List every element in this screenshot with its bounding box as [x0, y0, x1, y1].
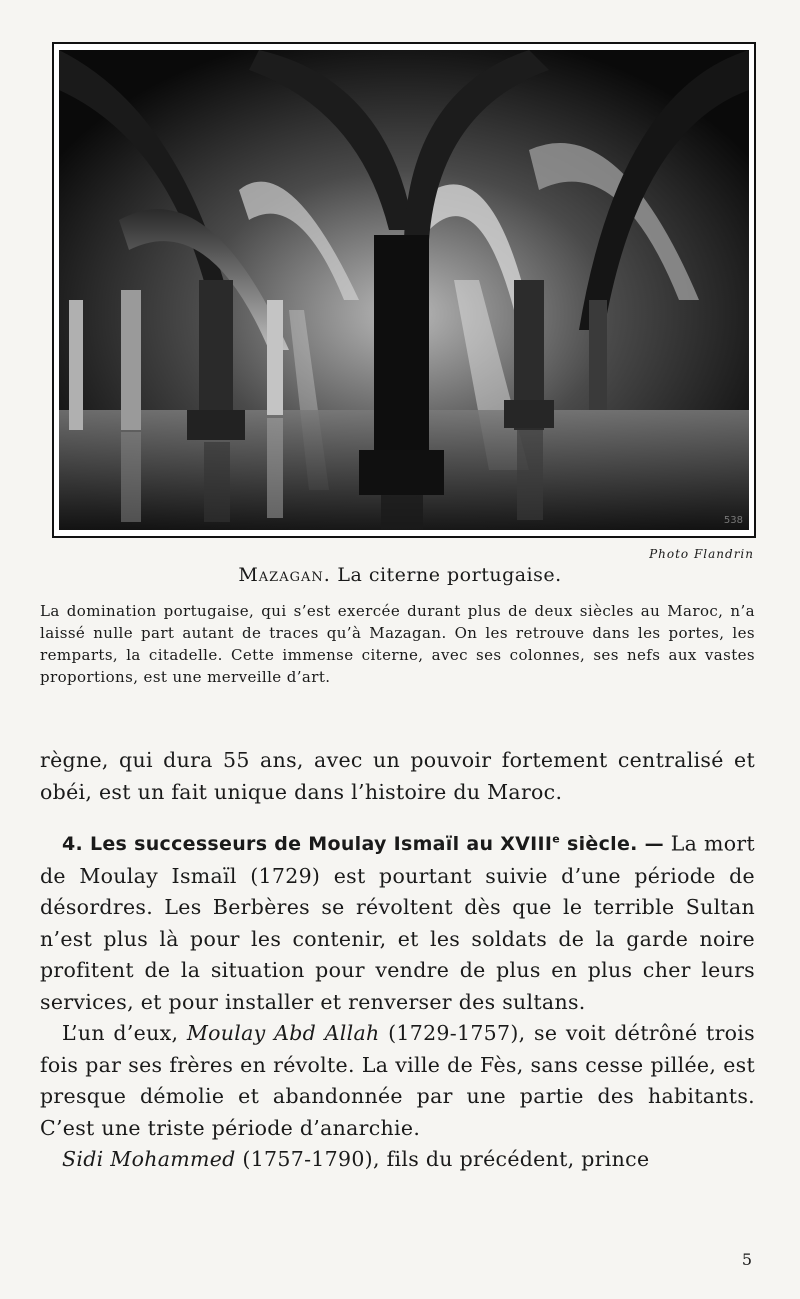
section-heading-suffix: siècle. —: [560, 833, 664, 856]
caption-text: La domination portugaise, qui s’est exercée durant plus de deux siècles au Maroc, n’a laissé nulle part autant de traces qu’à Mazagan. On les retrouve dans les portes, les remparts, la citadelle. Cette immense citerne, avec ses colonnes, ses nefs aux vastes proportions, est une merveille d’art.: [40, 602, 755, 686]
section-heading: [62, 833, 664, 855]
section-heading-sup: e: [552, 833, 561, 846]
paragraph-2-text: La mort de Moulay Ismaïl (1729) est pourtant suivie d’une période de désordres. Les Berbères se révoltent dès que le terrible Sultan n’est plus là pour les contenir, et les soldats de la garde noire profitent de la situation pour vendre de plus en plus cher leurs services, et pour installer et renverser des sultans.: [40, 831, 755, 1014]
paragraph-3-text: (1729-1757), se voit détrôné trois fois par ses frères en révolte. La ville de Fès, sans cesse pillée, est presque démolie et abandonnée par une partie des habitants. C’est une triste période d’anarchie.: [40, 1021, 755, 1140]
caption-title: [0, 564, 800, 586]
person-name: Moulay Abd Allah: [186, 1021, 380, 1046]
paragraph-2: [40, 824, 755, 1018]
section-heading-text: 4. Les successeurs de Moulay Ismaïl au XVIII: [62, 833, 553, 856]
body-text: [40, 745, 755, 1176]
paragraph-3-start: L’un d’eux,: [62, 1021, 187, 1046]
photo-frame: [52, 42, 756, 538]
paragraph-4-text: (1757-1790), fils du précédent, prince: [235, 1147, 650, 1172]
caption-place: Mazagan.: [238, 564, 331, 586]
paragraph-1: règne, qui dura 55 ans, avec un pouvoir fortement centralisé et obéi, est un fait unique dans l’histoire du Maroc.: [40, 748, 755, 804]
page-number: 5: [741, 1250, 752, 1269]
photo-credit: Photo Flandrin: [649, 547, 754, 561]
paragraph-3: [40, 1018, 755, 1144]
cistern-photo: [59, 50, 749, 530]
paragraph-4: [40, 1144, 755, 1176]
person-name: Sidi Mohammed: [62, 1147, 236, 1172]
caption-title-text: La citerne portugaise.: [337, 564, 562, 586]
cistern-photo-drawing: [59, 50, 749, 530]
photo-number: 538: [723, 515, 743, 526]
